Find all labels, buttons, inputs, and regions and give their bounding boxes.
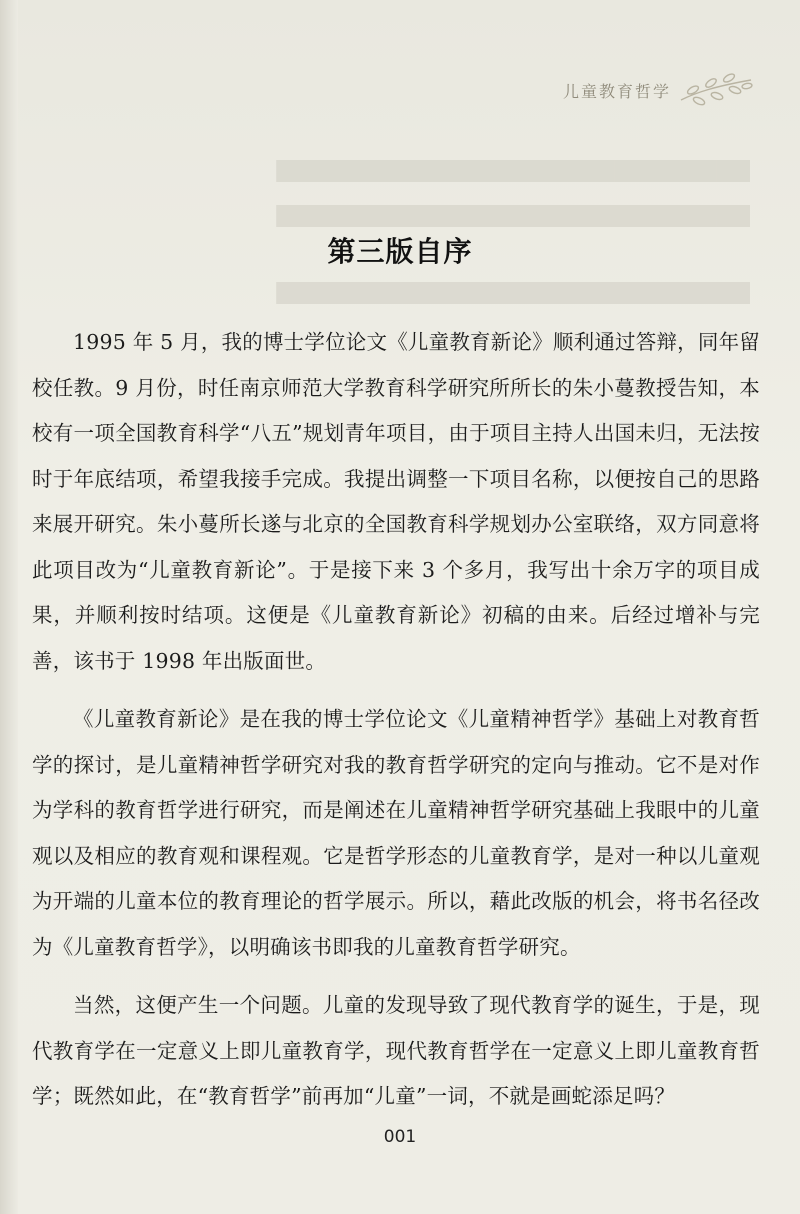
page-title: 第三版自序 — [327, 235, 473, 268]
page-gutter-shadow — [0, 0, 18, 1214]
show-through-line: ▇▇▇▇▇▇▇▇▇▇▇▇▇▇▇▇▇▇▇▇▇▇▇▇▇▇▇▇ — [276, 282, 750, 304]
leaf-ornament-icon — [677, 72, 755, 108]
body-text — [32, 320, 760, 1133]
running-header — [545, 70, 755, 110]
show-through-line: ▇▇▇▇▇▇▇▇▇▇▇▇▇▇▇▇▇▇▇▇▇▇▇▇▇▇▇▇ — [276, 160, 750, 182]
page-number: 001 — [383, 1127, 417, 1147]
paragraph: 《儿童教育新论》是在我的博士学位论文《儿童精神哲学》基础上对教育哲学的探讨，是儿童精神哲学研究对我的教育哲学研究的定向与推动。它不是对作为学科的教育哲学进行研究，而是阐述在儿童精神哲学研究基础上我眼中的儿童观以及相应的教育观和课程观。它是哲学形态的儿童教育学，是对一种以儿童观为开端的儿童本位的教育理论的哲学展示。所以，藉此改版的机会，将书名径改为《儿童教育哲学》，以明确该书即我的儿童教育哲学研究。 — [32, 707, 760, 959]
running-title: 儿童教育哲学 — [562, 81, 671, 101]
show-through-line: ▇▇▇▇▇▇▇▇▇▇▇▇▇▇▇▇▇▇▇▇▇▇▇▇▇▇▇▇ — [276, 205, 750, 227]
paragraph: 1995 年 5 月，我的博士学位论文《儿童教育新论》顺利通过答辩，同年留校任教。9 月份，时任南京师范大学教育科学研究所所长的朱小蔓教授告知，本校有一项全国教育科学“八五”规划青年项目，由于项目主持人出国未归，无法按时于年底结项，希望我接手完成。我提出调整一下项目名称，以便按自己的思路来展开研究。朱小蔓所长遂与北京的全国教育科学规划办公室联络，双方同意将此项目改为“儿童教育新论”。于是接下来 3 个多月，我写出十余万字的项目成果，并顺利按时结项。这便是《儿童教育新论》初稿的由来。后经过增补与完善，该书于 1998 年出版面世。 — [32, 330, 760, 673]
paragraph: 当然，这便产生一个问题。儿童的发现导致了现代教育学的诞生，于是，现代教育学在一定意义上即儿童教育学，现代教育哲学在一定意义上即儿童教育哲学；既然如此，在“教育哲学”前再加“儿童”一词，不就是画蛇添足吗？ — [32, 993, 760, 1108]
